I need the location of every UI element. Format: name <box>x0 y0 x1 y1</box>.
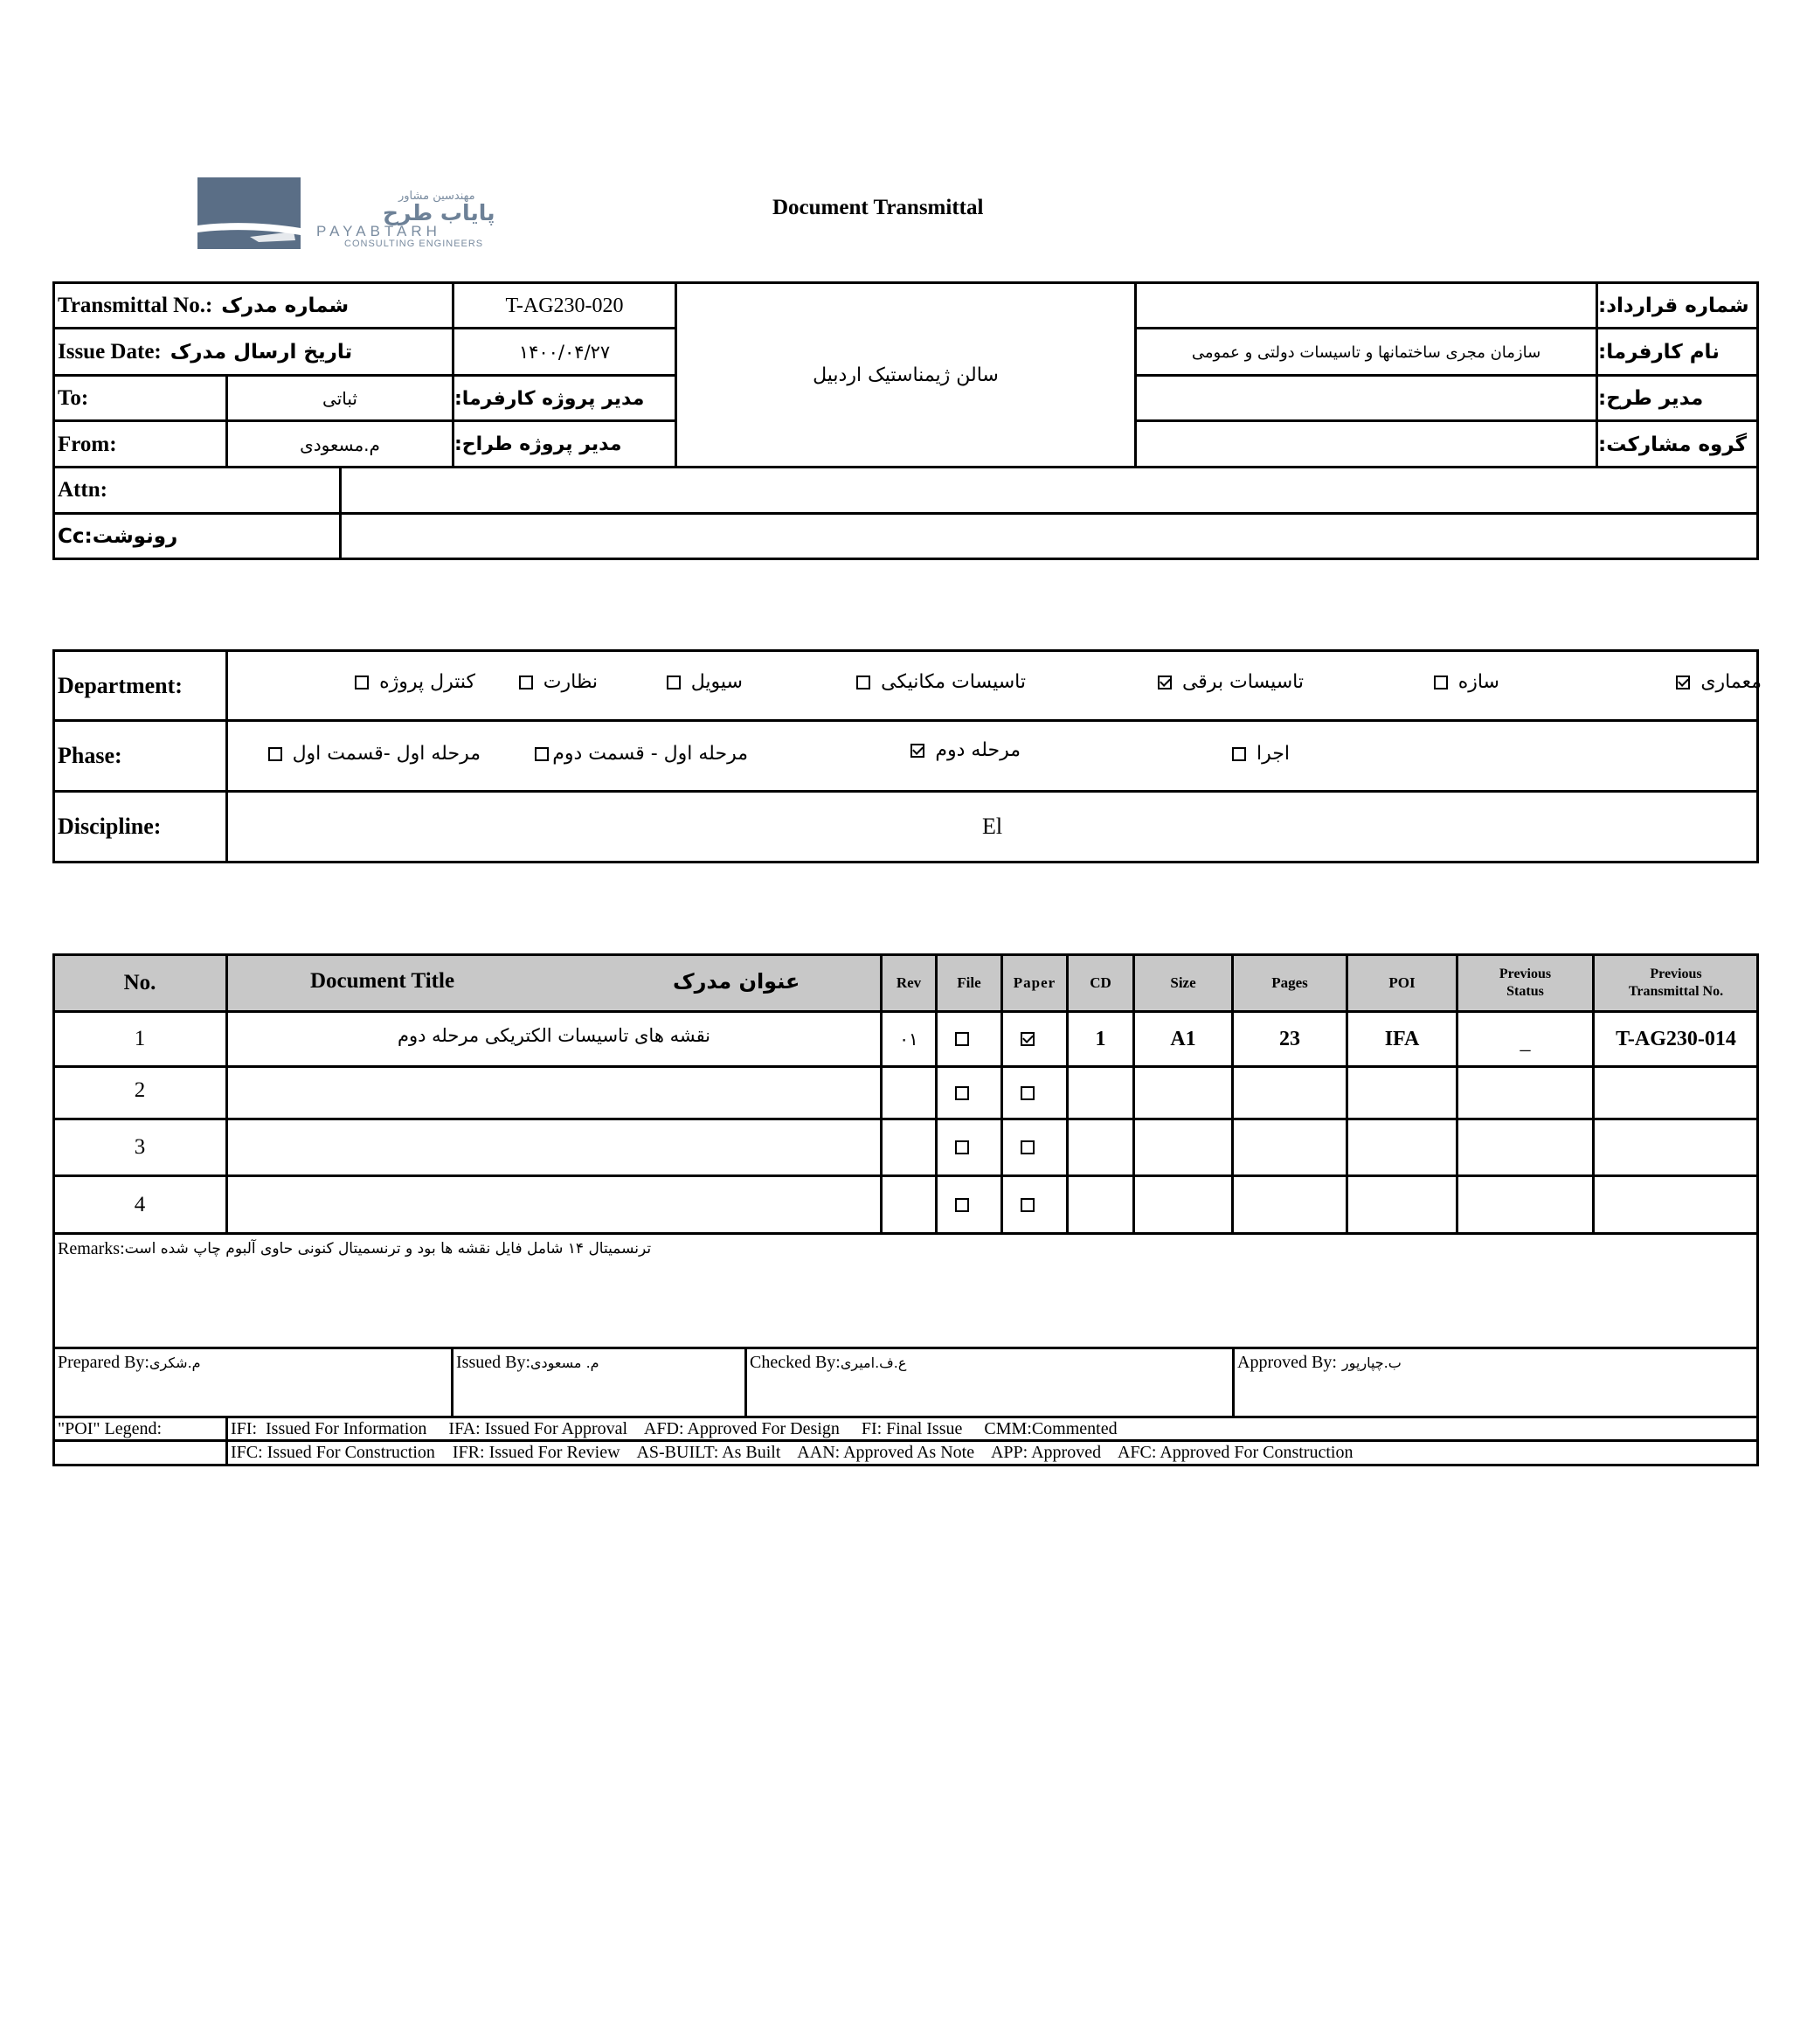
row-2-file <box>938 1068 987 1118</box>
dept-project-control-checkbox[interactable] <box>355 676 369 689</box>
from-label: From: <box>58 432 117 456</box>
col-header-poi: POI <box>1388 973 1416 991</box>
discipline-value: El <box>981 814 1003 839</box>
partnership-label: گروه مشارکت: <box>1598 433 1748 456</box>
dept-electrical-checkbox[interactable] <box>1158 676 1172 689</box>
row-3-file-checkbox[interactable] <box>955 1140 969 1154</box>
approved-by: Approved By: ب.چپارپور <box>1237 1352 1402 1372</box>
logo-mark-icon <box>197 177 301 249</box>
employer-value: سازمان مجری ساختمانها و تاسیسات دولتی و عمومی <box>1191 343 1541 362</box>
attn-label: Attn: <box>58 478 107 502</box>
row-4-paper <box>1003 1177 1052 1232</box>
to-value: ثباتی <box>322 388 357 409</box>
row-1-prev-status: _ <box>1520 1030 1531 1054</box>
dept-structure-checkbox[interactable] <box>1434 676 1448 689</box>
row-3-no: 3 <box>134 1135 146 1159</box>
poi-legend-label: "POI" Legend: <box>58 1418 163 1438</box>
phase-stage-two-checkbox[interactable] <box>910 744 924 758</box>
row-2-no: 2 <box>134 1078 146 1102</box>
row-3-paper <box>1003 1120 1052 1174</box>
prepared-by: Prepared By: م.شکری <box>58 1352 201 1372</box>
dept-mechanical-checkbox[interactable] <box>856 676 870 689</box>
plan-manager-value <box>1137 377 1596 420</box>
dept-option-structure[interactable]: سازه <box>1434 671 1499 693</box>
row-4-paper-checkbox[interactable] <box>1021 1198 1035 1212</box>
dept-option-electrical[interactable]: تاسیسات برقی <box>1158 671 1304 693</box>
row-1-rev: ۰۱ <box>899 1029 918 1050</box>
row-4-title <box>228 1177 880 1232</box>
remarks <box>58 1236 1753 1262</box>
logo-persian-name: پایاب طرح <box>383 200 495 225</box>
logo-persian-small: مهندسین مشاور <box>398 190 475 203</box>
row-1-file <box>938 1013 987 1065</box>
col-header-prev-transmittal: Previous Transmittal No. <box>1628 966 1724 999</box>
transmittal-no-value: T-AG230-020 <box>505 294 624 317</box>
row-1-file-checkbox[interactable] <box>955 1032 969 1046</box>
col-header-no: No. <box>123 970 156 994</box>
cc-value <box>345 515 1752 558</box>
contract-no-label: شماره قرارداد: <box>1598 294 1749 317</box>
col-header-cd: CD <box>1090 973 1111 991</box>
department-label: Department: <box>58 673 183 698</box>
row-1-paper-checkbox[interactable] <box>1021 1032 1035 1046</box>
checked-by: Checked By: ع.ف.امیری <box>750 1352 907 1372</box>
phase-execution-checkbox[interactable] <box>1232 747 1246 761</box>
contract-no-value <box>1137 284 1596 328</box>
poi-legend-line-2: IFC: Issued For Construction IFR: Issued For Review AS-BUILT: As Built AAN: Approved As Note APP: Approved AFC: Approved For Construction <box>231 1443 1354 1462</box>
dept-option-civil[interactable]: سیویل <box>667 671 743 693</box>
row-3-file <box>938 1120 987 1174</box>
row-1-no: 1 <box>134 1027 146 1050</box>
row-1-size: A1 <box>1170 1027 1196 1050</box>
phase-option-stage-one-part-two[interactable]: مرحله اول - قسمت دوم <box>535 743 748 765</box>
transmittal-no-label: Transmittal No.: شماره مدرک <box>58 294 350 317</box>
partnership-value <box>1137 422 1596 467</box>
to-label: To: <box>58 386 89 410</box>
phase-option-stage-two[interactable]: مرحله دوم <box>910 739 1021 761</box>
row-4-file <box>938 1177 987 1232</box>
phase-label: Phase: <box>58 743 122 768</box>
logo-latin-name: PAYABTARH <box>316 223 441 239</box>
dept-architecture-checkbox[interactable] <box>1676 676 1690 689</box>
from-value: م.مسعودی <box>300 433 380 455</box>
row-2-title <box>228 1068 880 1118</box>
col-header-pages: Pages <box>1271 973 1308 991</box>
poi-legend-line-1: IFI: Issued For Information IFA: Issued For Approval AFD: Approved For Design FI: Final Issue CMM:Commented <box>231 1418 1118 1438</box>
row-2-paper <box>1003 1068 1052 1118</box>
col-header-title-en: Document Title <box>310 969 455 993</box>
designer-pm-label: مدیر پروژه طراح: <box>454 433 622 455</box>
client-pm-label: مدیر پروژه کارفرما: <box>454 387 645 410</box>
row-1-prev-transmittal: T-AG230-014 <box>1616 1027 1736 1050</box>
row-2-paper-checkbox[interactable] <box>1021 1086 1035 1100</box>
col-header-paper: Paper <box>1013 973 1056 991</box>
employer-label: نام کارفرما: <box>1598 341 1720 364</box>
row-2-file-checkbox[interactable] <box>955 1086 969 1100</box>
logo-latin-sub: CONSULTING ENGINEERS <box>344 239 484 249</box>
dept-supervision-checkbox[interactable] <box>519 676 533 689</box>
discipline-label: Discipline: <box>58 814 162 839</box>
cc-label: Cc:رونوشت <box>58 525 178 548</box>
row-1-cd: 1 <box>1095 1027 1106 1050</box>
issue-date-value: ۱۴۰۰/۰۴/۲۷ <box>518 342 611 363</box>
dept-option-architecture[interactable]: معماری <box>1676 671 1762 693</box>
dept-option-mechanical[interactable]: تاسیسات مکانیکی <box>856 671 1026 693</box>
phase-stage-one-part-two-checkbox[interactable] <box>535 747 549 761</box>
phase-stage-one-part-one-checkbox[interactable] <box>268 747 282 761</box>
row-1-poi: IFA <box>1384 1027 1420 1050</box>
row-1-paper <box>1003 1013 1052 1065</box>
project-name: سالن ژیمناستیک اردبیل <box>813 364 999 386</box>
phase-option-execution[interactable]: اجرا <box>1232 743 1290 765</box>
dept-civil-checkbox[interactable] <box>667 676 681 689</box>
col-header-rev: Rev <box>896 973 922 991</box>
dept-option-project-control[interactable]: کنترل پروژه <box>355 671 475 693</box>
row-4-file-checkbox[interactable] <box>955 1198 969 1212</box>
plan-manager-label: مدیر طرح: <box>1598 387 1704 410</box>
row-4-no: 4 <box>134 1192 146 1216</box>
col-header-title-fa: عنوان مدرک <box>673 969 800 994</box>
row-3-paper-checkbox[interactable] <box>1021 1140 1035 1154</box>
remarks-label: Remarks: <box>58 1238 125 1258</box>
dept-option-supervision[interactable]: نظارت <box>519 671 598 693</box>
col-header-file: File <box>957 973 981 991</box>
issued-by: Issued By: م. مسعودی <box>456 1352 599 1372</box>
row-3-title <box>228 1120 880 1174</box>
issue-date-label: Issue Date: تاریخ ارسال مدرک <box>58 340 353 364</box>
col-header-size: Size <box>1170 973 1196 991</box>
phase-option-stage-one-part-one[interactable]: مرحله اول -قسمت اول <box>268 743 481 765</box>
row-1-pages: 23 <box>1279 1027 1300 1050</box>
page-title: Document Transmittal <box>772 196 984 219</box>
company-logo <box>197 177 517 249</box>
remarks-value: ترنسمیتال ۱۴ شامل فایل نقشه ها بود و ترنسمیتال کنونی حاوی آلبوم چاپ شده است <box>124 1240 652 1258</box>
col-header-prev-status: Previous Status <box>1499 966 1552 999</box>
attn-value <box>345 468 1752 512</box>
row-1-title: نقشه های تاسیسات الکتریکی مرحله دوم <box>397 1025 711 1046</box>
